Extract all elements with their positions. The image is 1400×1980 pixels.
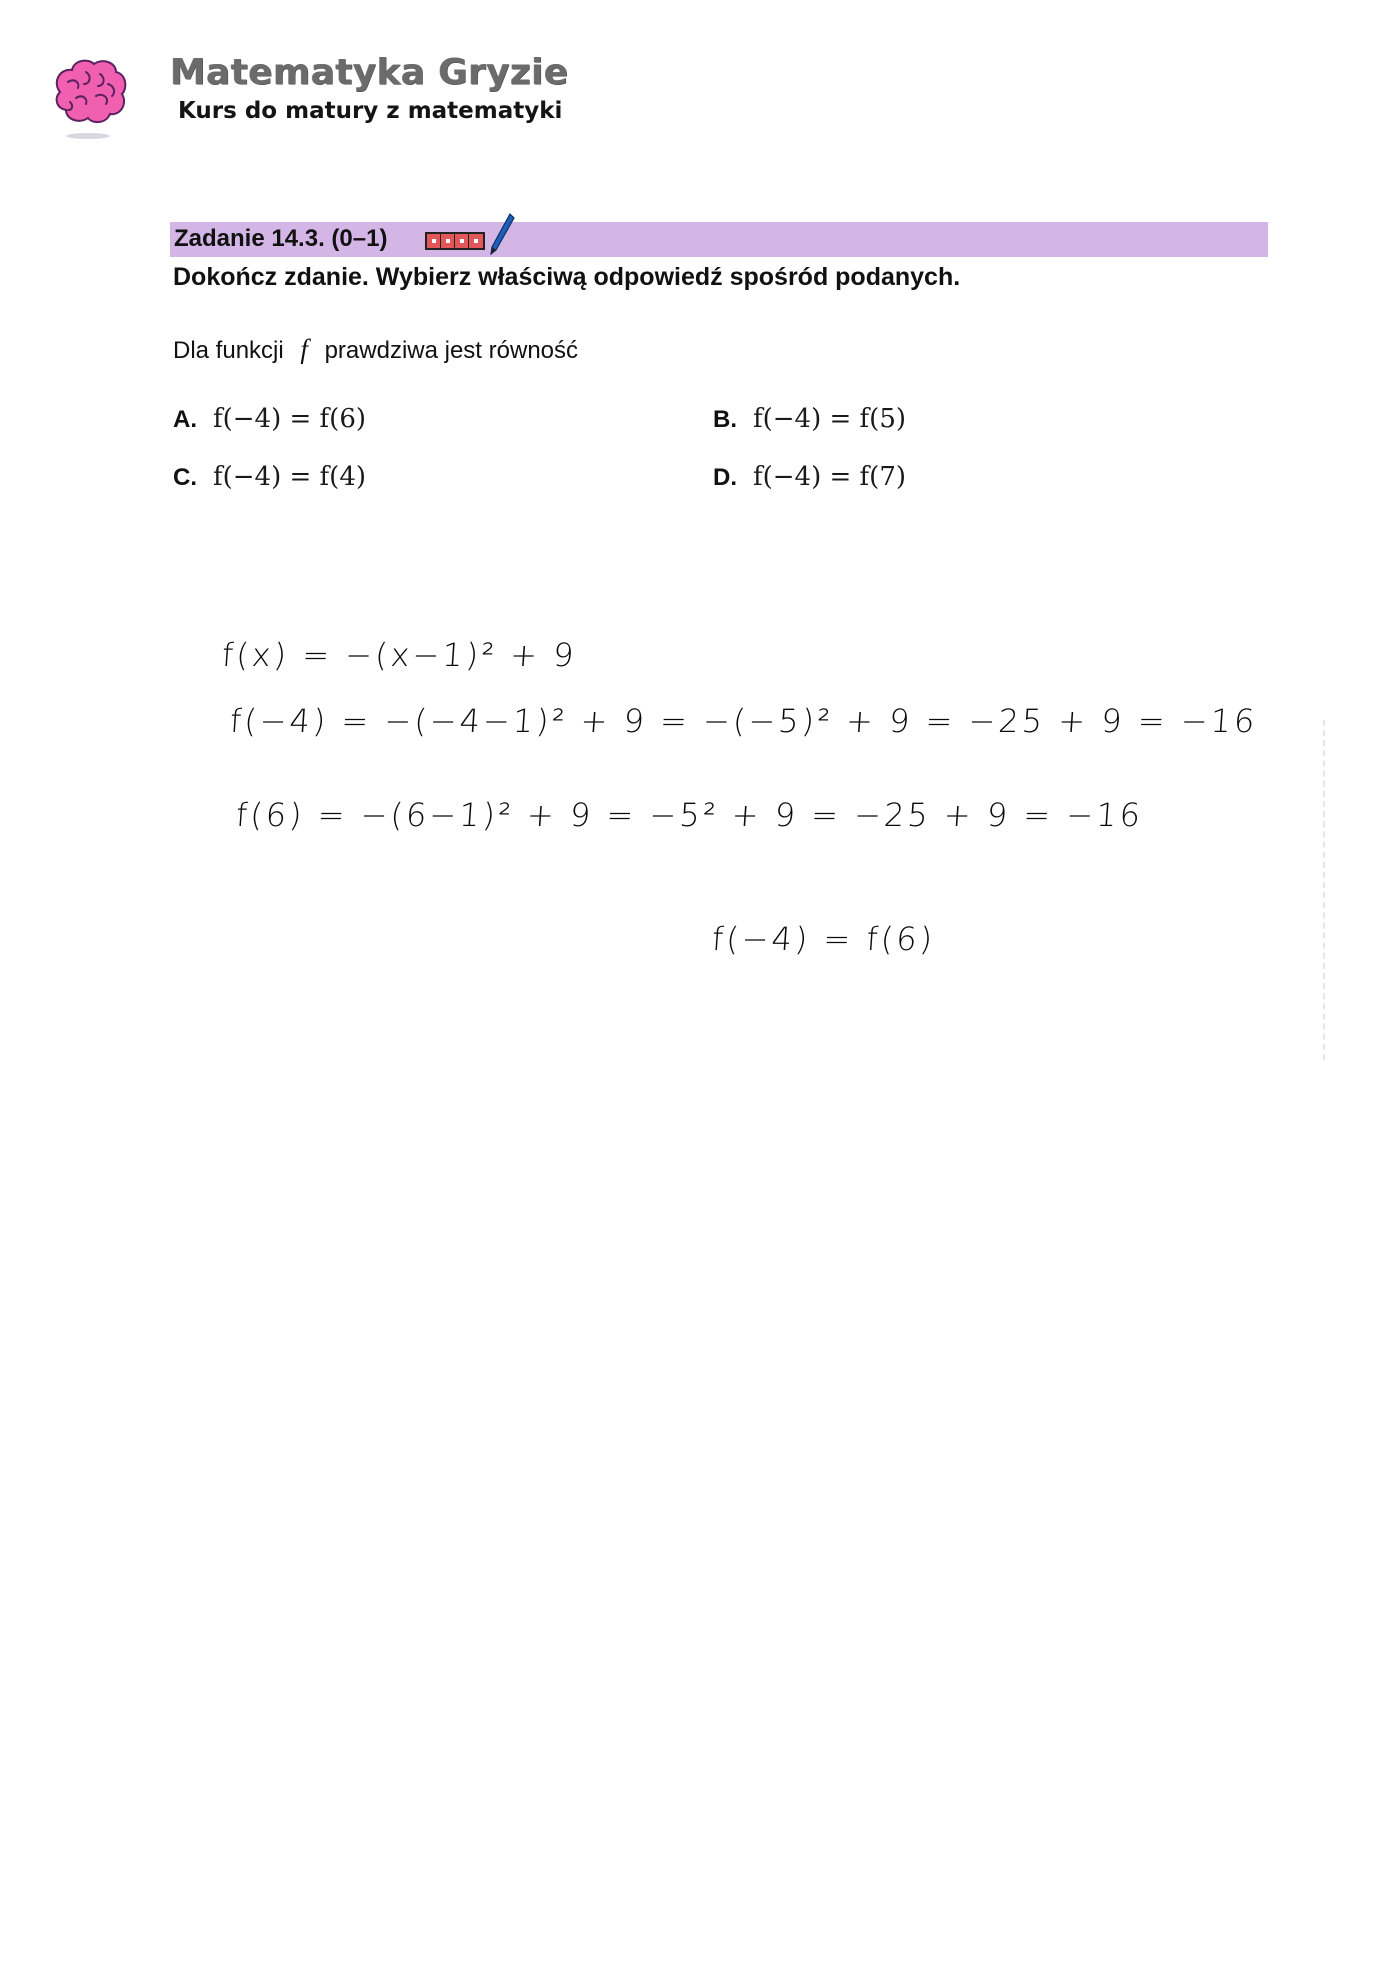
handwritten-function-definition: f(x) = −(x−1)² + 9: [220, 636, 578, 674]
option-letter: C.: [173, 464, 197, 491]
brand-subtitle: Kurs do matury z matematyki: [178, 98, 563, 124]
brain-icon: [46, 52, 130, 142]
prompt-function-var: f: [300, 334, 308, 364]
difficulty-box: [469, 234, 483, 248]
prompt-text-after: prawdziwa jest równość: [324, 337, 579, 364]
pen-icon: [488, 212, 516, 256]
option-expression: f(−4) = f(7): [753, 462, 907, 492]
answer-option-d[interactable]: [713, 462, 906, 492]
task-header-bar: [170, 222, 1268, 257]
difficulty-box: [427, 234, 441, 248]
difficulty-box: [441, 234, 455, 248]
prompt-text-before: Dla funkcji: [173, 337, 284, 364]
answer-option-b[interactable]: [713, 404, 906, 434]
scan-edge-divider: [1323, 720, 1325, 1060]
option-letter: A.: [173, 406, 197, 433]
difficulty-boxes-icon: [425, 232, 485, 250]
handwritten-conclusion: f(−4) = f(6): [710, 920, 937, 958]
option-letter: D.: [713, 464, 737, 491]
handwritten-f-minus-4: f(−4) = −(−4−1)² + 9 = −(−5)² + 9 = −25 + 9 = −16: [228, 702, 1259, 740]
answer-option-a[interactable]: [173, 404, 366, 434]
difficulty-box: [455, 234, 469, 248]
option-expression: f(−4) = f(6): [213, 404, 367, 434]
brand-header: [40, 48, 600, 148]
brand-title: Matematyka Gryzie: [170, 52, 569, 93]
option-expression: f(−4) = f(4): [213, 462, 367, 492]
answer-option-c[interactable]: [173, 462, 366, 492]
task-prompt: [173, 334, 578, 365]
task-instruction: Dokończ zdanie. Wybierz właściwą odpowiedź spośród podanych.: [173, 263, 961, 291]
task-title: Zadanie 14.3. (0–1): [174, 225, 388, 252]
option-letter: B.: [713, 406, 737, 433]
option-expression: f(−4) = f(5): [753, 404, 907, 434]
handwritten-f-6: f(6) = −(6−1)² + 9 = −5² + 9 = −25 + 9 = −16: [234, 796, 1145, 834]
